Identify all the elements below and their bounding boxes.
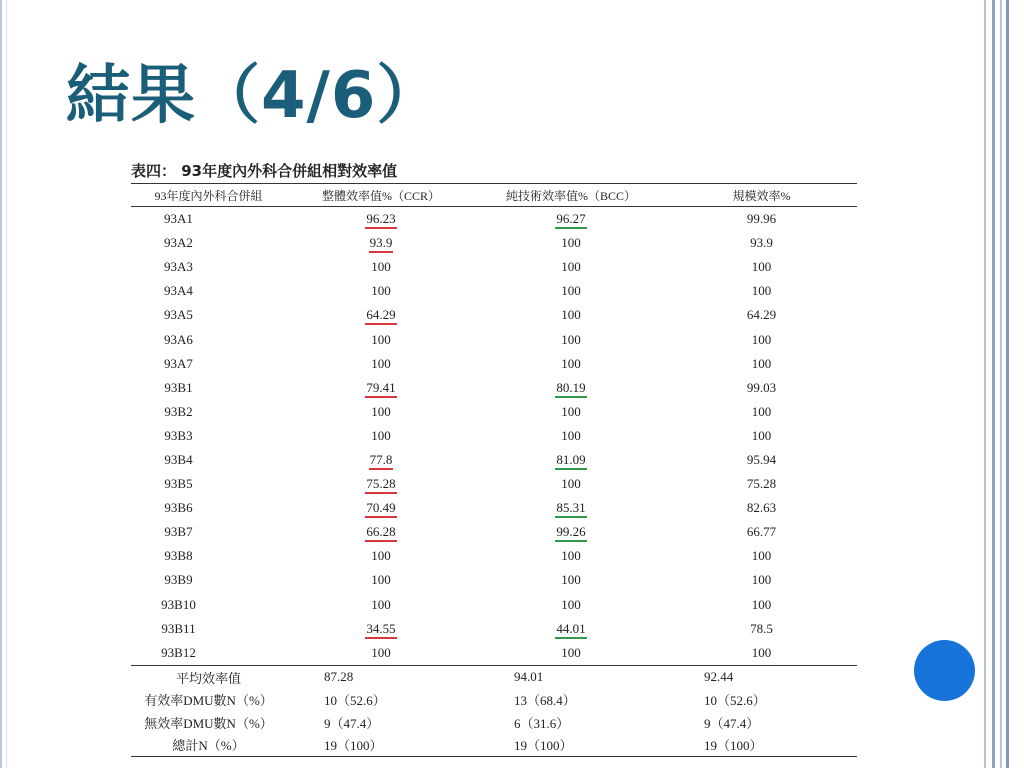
table-row: [131, 617, 857, 641]
summary-scale: 92.44: [704, 669, 734, 685]
value-scale: 78.5: [750, 620, 773, 636]
table-row: [131, 400, 857, 424]
value-scale: 100: [751, 259, 772, 275]
cell-scale: [666, 207, 857, 232]
header-ccr: 整體效率值%（CCR）: [321, 188, 440, 203]
cell-ccr: [286, 255, 476, 279]
cell-scale: [666, 279, 857, 303]
cell-scale: [666, 641, 857, 666]
value-scale: 75.28: [746, 476, 777, 492]
summary-scale: 10（52.6）: [704, 693, 766, 709]
table-caption: 表四： 93年度內外科合併組相對效率值: [131, 162, 398, 180]
cell-ccr: [286, 544, 476, 568]
cell-bcc: [476, 496, 666, 520]
cell-scale: [666, 496, 857, 520]
cell-scale: [666, 400, 857, 424]
cell-ccr: [286, 472, 476, 496]
header-bcc: 純技術效率值%（BCC）: [505, 188, 636, 203]
cell-scale: [666, 448, 857, 472]
value-ccr: 100: [371, 403, 391, 419]
cell-bcc: [476, 568, 666, 592]
table-row: [131, 255, 857, 279]
cell-unit: 93A4: [164, 283, 193, 299]
value-scale: 100: [751, 644, 772, 660]
value-scale: 100: [751, 283, 772, 299]
value-scale: 100: [751, 596, 772, 612]
cell-ccr: [286, 327, 476, 351]
value-ccr: 75.28: [365, 476, 396, 494]
table-header-row: [131, 184, 857, 207]
cell-unit: 93A7: [164, 355, 193, 371]
table-row: [131, 207, 857, 232]
value-bcc: 99.26: [555, 524, 586, 542]
table-row: [131, 424, 857, 448]
table-row: [131, 327, 857, 351]
value-bcc: 100: [561, 355, 581, 371]
value-ccr: 64.29: [365, 307, 396, 325]
summary-ccr: 87.28: [324, 669, 354, 685]
table-row: [131, 303, 857, 327]
cell-ccr: [286, 496, 476, 520]
summary-scale: 19（100）: [704, 738, 763, 754]
right-border-decoration: [976, 0, 1024, 768]
table-row: [131, 641, 857, 666]
value-ccr: 100: [371, 283, 391, 299]
slide-title: 結果（4/6）: [66, 59, 442, 133]
summary-row: [131, 665, 857, 688]
value-bcc: 100: [561, 596, 581, 612]
value-scale: 66.77: [746, 524, 777, 540]
cell-bcc: [476, 207, 666, 232]
cell-bcc: [476, 327, 666, 351]
value-scale: 95.94: [746, 451, 777, 467]
summary-label: 有效率DMU數N（%）: [144, 693, 273, 709]
cell-bcc: [476, 400, 666, 424]
cell-ccr: [286, 448, 476, 472]
value-ccr: 100: [371, 572, 391, 588]
summary-ccr: 19（100）: [324, 738, 383, 754]
summary-label: 無效率DMU數N（%）: [144, 715, 273, 731]
value-ccr: 100: [371, 331, 391, 347]
cell-unit: 93A5: [164, 307, 193, 323]
table-row: [131, 472, 857, 496]
cell-scale: [666, 352, 857, 376]
cell-ccr: [286, 617, 476, 641]
cell-bcc: [476, 472, 666, 496]
cell-bcc: [476, 231, 666, 255]
cell-ccr: [286, 376, 476, 400]
value-ccr: 100: [371, 596, 391, 612]
value-bcc: 100: [561, 307, 581, 323]
cell-scale: [666, 303, 857, 327]
cell-ccr: [286, 593, 476, 617]
value-ccr: 96.23: [365, 211, 396, 229]
cell-scale: [666, 472, 857, 496]
cell-unit: 93B8: [164, 548, 193, 564]
cell-ccr: [286, 231, 476, 255]
cell-unit: 93B11: [161, 620, 196, 636]
summary-ccr: 9（47.4）: [324, 715, 380, 731]
value-scale: 82.63: [746, 500, 777, 516]
cell-scale: [666, 424, 857, 448]
cell-bcc: [476, 641, 666, 666]
cell-bcc: [476, 593, 666, 617]
value-ccr: 77.8: [369, 452, 394, 470]
cell-ccr: [286, 641, 476, 666]
cell-ccr: [286, 303, 476, 327]
value-bcc: 100: [561, 644, 581, 660]
header-scale: 規模效率%: [732, 188, 791, 203]
summary-row: [131, 733, 857, 756]
table-row: [131, 568, 857, 592]
summary-row: [131, 711, 857, 734]
cell-scale: [666, 520, 857, 544]
value-bcc: 100: [561, 283, 581, 299]
value-bcc: 80.19: [555, 380, 586, 398]
cell-unit: 93B5: [164, 476, 193, 492]
value-scale: 100: [751, 548, 772, 564]
cell-bcc: [476, 279, 666, 303]
cell-unit: 93B2: [164, 403, 193, 419]
left-border-decoration: [0, 0, 7, 768]
value-ccr: 100: [371, 259, 391, 275]
summary-row: [131, 688, 857, 711]
value-scale: 100: [751, 355, 772, 371]
table-row: [131, 448, 857, 472]
cell-unit: 93B6: [164, 500, 193, 516]
summary-label: 平均效率值: [175, 670, 241, 686]
cell-unit: 93B12: [161, 644, 196, 660]
value-ccr: 100: [371, 644, 391, 660]
value-bcc: 100: [561, 235, 581, 251]
cell-ccr: [286, 424, 476, 448]
cell-bcc: [476, 303, 666, 327]
summary-scale: 9（47.4）: [704, 715, 760, 731]
value-scale: 99.03: [746, 379, 777, 395]
summary-bcc: 6（31.6）: [514, 715, 570, 731]
cell-unit: 93B4: [164, 451, 193, 467]
cell-ccr: [286, 568, 476, 592]
value-scale: 100: [751, 427, 772, 443]
value-ccr: 100: [371, 548, 391, 564]
table-row: [131, 544, 857, 568]
cell-scale: [666, 231, 857, 255]
cell-scale: [666, 255, 857, 279]
cell-unit: 93A2: [164, 235, 193, 251]
summary-bcc: 19（100）: [514, 738, 573, 754]
cell-bcc: [476, 352, 666, 376]
summary-label: 總計N（%）: [172, 738, 245, 754]
summary-bcc: 13（68.4）: [514, 693, 576, 709]
efficiency-table-container: [131, 183, 857, 757]
value-bcc: 100: [561, 427, 581, 443]
table-row: [131, 520, 857, 544]
cell-scale: [666, 593, 857, 617]
cell-bcc: [476, 255, 666, 279]
value-bcc: 100: [561, 331, 581, 347]
value-scale: 99.96: [746, 211, 777, 227]
value-scale: 100: [751, 331, 772, 347]
value-ccr: 66.28: [365, 524, 396, 542]
header-unit: 93年度內外科合併組: [154, 188, 263, 203]
cell-unit: 93B9: [164, 572, 193, 588]
cell-bcc: [476, 448, 666, 472]
value-bcc: 44.01: [555, 621, 586, 639]
value-ccr: 79.41: [365, 380, 396, 398]
value-bcc: 81.09: [555, 452, 586, 470]
cell-unit: 93B10: [161, 596, 196, 612]
value-bcc: 100: [561, 572, 581, 588]
value-ccr: 100: [371, 355, 391, 371]
value-scale: 100: [751, 572, 772, 588]
cell-bcc: [476, 617, 666, 641]
cell-ccr: [286, 279, 476, 303]
cell-ccr: [286, 352, 476, 376]
cell-bcc: [476, 520, 666, 544]
cell-ccr: [286, 207, 476, 232]
value-scale: 100: [751, 403, 772, 419]
table-row: [131, 279, 857, 303]
value-bcc: 100: [561, 403, 581, 419]
value-bcc: 100: [561, 476, 581, 492]
cell-ccr: [286, 520, 476, 544]
table-row: [131, 376, 857, 400]
value-bcc: 85.31: [555, 500, 586, 518]
table-row: [131, 496, 857, 520]
value-ccr: 100: [371, 427, 391, 443]
table-row: [131, 593, 857, 617]
cell-unit: 93A1: [164, 211, 193, 227]
value-ccr: 34.55: [365, 621, 396, 639]
cell-scale: [666, 544, 857, 568]
efficiency-table: [131, 183, 857, 757]
table-row: [131, 352, 857, 376]
value-bcc: 100: [561, 548, 581, 564]
cell-ccr: [286, 400, 476, 424]
table-row: [131, 231, 857, 255]
value-ccr: 93.9: [369, 235, 394, 253]
summary-ccr: 10（52.6）: [324, 693, 386, 709]
cell-scale: [666, 327, 857, 351]
cell-bcc: [476, 424, 666, 448]
cell-bcc: [476, 544, 666, 568]
value-bcc: 96.27: [555, 211, 586, 229]
value-bcc: 100: [561, 259, 581, 275]
cell-unit: 93B3: [164, 427, 193, 443]
cell-bcc: [476, 376, 666, 400]
decorative-blue-circle: [914, 640, 975, 701]
cell-scale: [666, 568, 857, 592]
value-scale: 93.9: [750, 235, 773, 251]
cell-unit: 93A3: [164, 259, 193, 275]
value-scale: 64.29: [746, 307, 777, 323]
summary-bcc: 94.01: [514, 669, 544, 685]
value-ccr: 70.49: [365, 500, 396, 518]
cell-unit: 93A6: [164, 331, 193, 347]
cell-scale: [666, 617, 857, 641]
cell-unit: 93B7: [164, 524, 193, 540]
cell-unit: 93B1: [164, 379, 193, 395]
cell-scale: [666, 376, 857, 400]
